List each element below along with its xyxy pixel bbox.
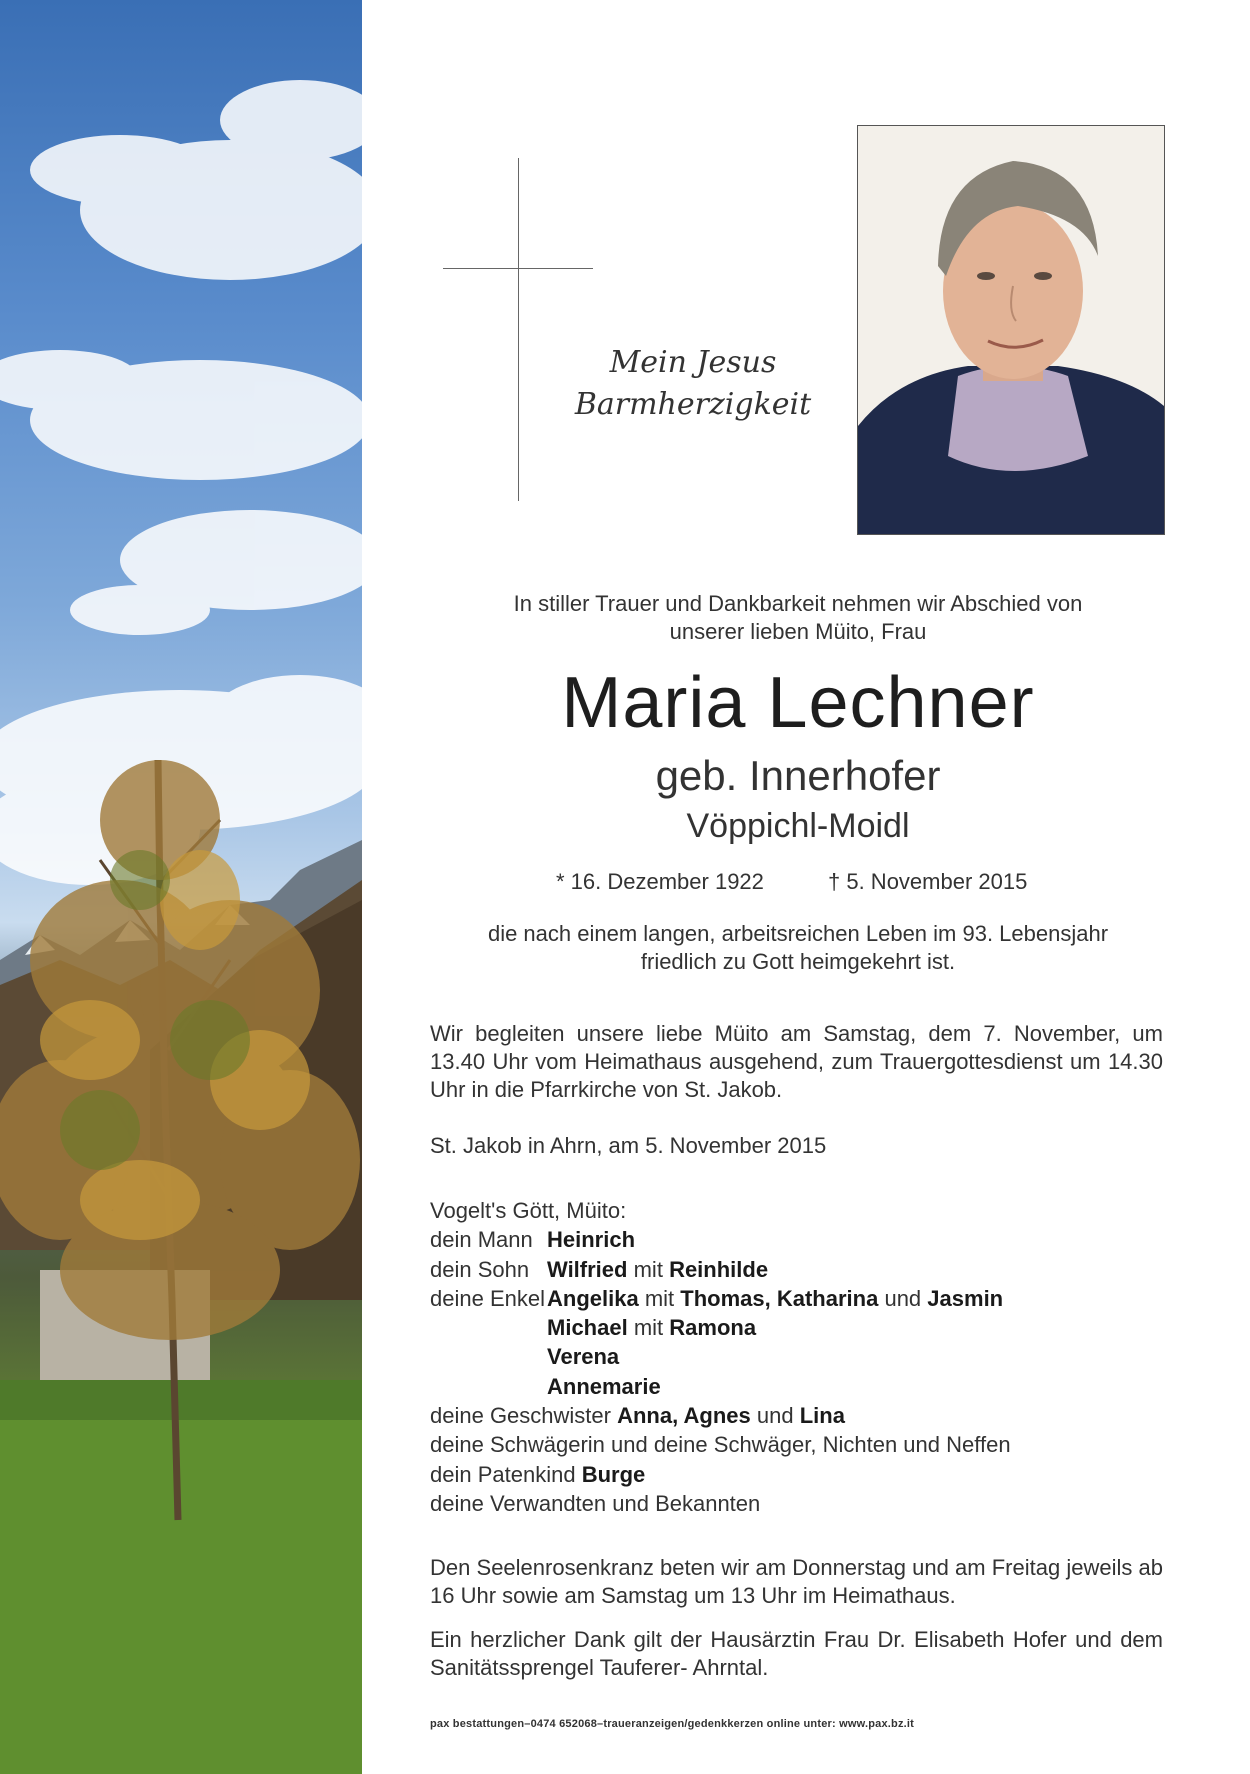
landscape-photo <box>0 0 362 1774</box>
list-item <box>430 1460 1166 1489</box>
list-item <box>430 1342 1166 1371</box>
person-name: Ramona <box>669 1315 757 1341</box>
person-name: Verena <box>547 1344 620 1370</box>
person-name: Thomas, Katharina <box>680 1285 879 1311</box>
connector-text: und <box>884 1285 922 1311</box>
person-name: Reinhilde <box>669 1256 769 1282</box>
cross-symbol-horizontal <box>443 268 593 269</box>
relation-label: dein Sohn <box>430 1256 530 1282</box>
person-name: Michael <box>547 1315 628 1341</box>
portrait-illustration <box>858 126 1164 534</box>
list-item <box>430 1430 1166 1459</box>
mourners-heading: Vogelt's Gött, Müito: <box>430 1198 627 1223</box>
thanks-text: Ein herzlicher Dank gilt der Hausärztin Frau Dr. Elisabeth Hofer und dem Sanitätssprengel Tauferer- Ahrntal. <box>430 1627 1163 1680</box>
connector-text: mit <box>633 1315 664 1341</box>
relation-label: deine Enkel <box>430 1285 545 1311</box>
death-date: † 5. November 2015 <box>828 869 1028 894</box>
relation-label: dein Mann <box>430 1227 533 1253</box>
person-name: Lina <box>799 1403 845 1429</box>
relation-label: deine Geschwister <box>430 1403 611 1429</box>
passing-line-2: friedlich zu Gott heimgekehrt ist. <box>640 949 956 974</box>
motto <box>548 342 838 426</box>
birth-date: * 16. Dezember 1922 <box>556 869 764 894</box>
relation-label: deine Schwägerin und deine Schwäger, Nichten und Neffen <box>430 1432 1011 1458</box>
person-name: Angelika <box>547 1285 639 1311</box>
passing-line-1: die nach einem langen, arbeitsreichen Leben im 93. Lebensjahr <box>487 921 1109 946</box>
motto-line-2: Barmherzigkeit <box>574 387 812 422</box>
list-item <box>430 1372 1166 1401</box>
footer-imprint: pax bestattungen–0474 652068–traueranzeigen/gedenkkerzen online unter: www.pax.bz.it <box>430 1718 915 1730</box>
person-name: Anna, Agnes <box>617 1403 751 1429</box>
intro-line-2: unserer lieben Müito, Frau <box>669 619 927 644</box>
list-item <box>430 1284 1166 1313</box>
nickname: Vöppichl-Moidl <box>686 807 910 845</box>
cross-symbol-vertical <box>518 158 519 501</box>
landscape-illustration <box>0 0 362 1774</box>
place-date: St. Jakob in Ahrn, am 5. November 2015 <box>430 1133 827 1158</box>
deceased-name: Maria Lechner <box>561 663 1035 743</box>
person-name: Wilfried <box>547 1256 628 1282</box>
person-name: Annemarie <box>547 1373 661 1399</box>
list-item <box>430 1489 1166 1518</box>
list-item <box>430 1313 1166 1342</box>
funeral-text: Wir begleiten unsere liebe Müito am Samstag, dem 7. November, um 13.40 Uhr vom Heimathaus ausgehend, zum Trauergottesdienst um 14.30 Uhr in die Pfarrkirche von St. Jakob. <box>430 1021 1163 1102</box>
person-name: Jasmin <box>927 1285 1004 1311</box>
connector-text: und <box>756 1403 794 1429</box>
intro-text <box>430 590 1166 646</box>
passing-text <box>430 920 1166 976</box>
list-item <box>430 1225 1166 1254</box>
connector-text: mit <box>633 1256 663 1282</box>
portrait-photo <box>857 125 1165 535</box>
list-item <box>430 1255 1166 1284</box>
list-item <box>430 1401 1166 1430</box>
connector-text: mit <box>644 1285 675 1311</box>
relation-label: deine Verwandten und Bekannten <box>430 1490 761 1516</box>
rosary-text: Den Seelenrosenkranz beten wir am Donnerstag und am Freitag jeweils ab 16 Uhr sowie am Samstag um 13 Uhr im Heimathaus. <box>430 1555 1163 1608</box>
relation-label: dein Patenkind <box>430 1461 576 1487</box>
motto-line-1: Mein Jesus <box>609 345 777 380</box>
person-name: Burge <box>581 1461 646 1487</box>
maiden-name: geb. Innerhofer <box>655 752 941 799</box>
mourners-list <box>430 1196 1166 1518</box>
intro-line-1: In stiller Trauer und Dankbarkeit nehmen wir Abschied von <box>513 591 1083 616</box>
person-name: Heinrich <box>547 1227 636 1253</box>
